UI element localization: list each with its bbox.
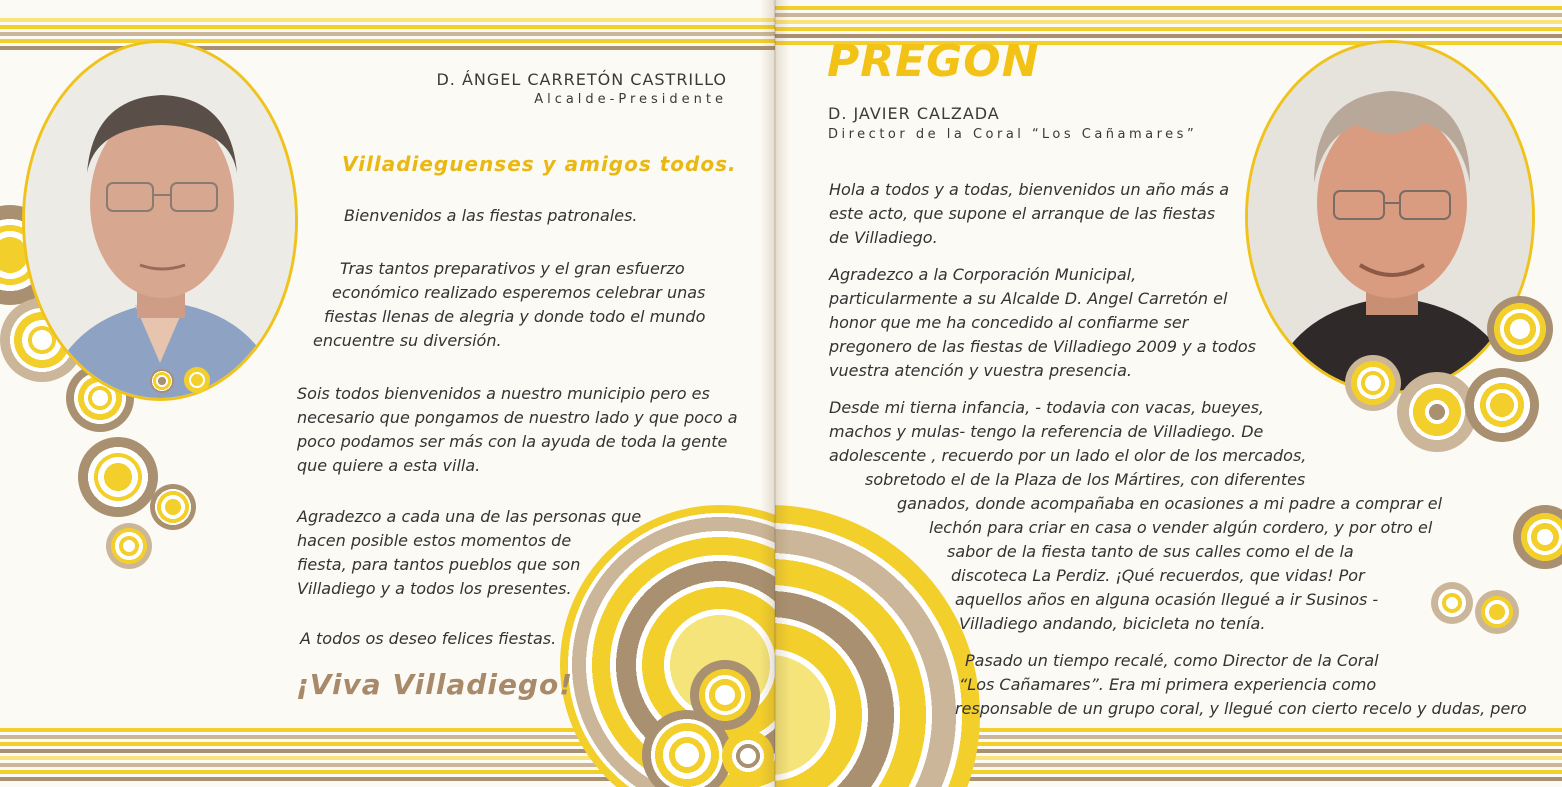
- body-line: Pasado un tiempo recalé, como Director de la Coral: [965, 651, 1379, 670]
- left-page: [0, 0, 775, 787]
- body-line: adolescente , recuerdo por un lado el olor de los mercados,: [829, 446, 1307, 465]
- author-role: Director de la Coral “Los Cañamares”: [828, 127, 1198, 142]
- body-line: Villadiego y a todos los presentes.: [297, 579, 572, 598]
- book-gutter: [760, 0, 790, 787]
- body-line: Agradezco a cada una de las personas que: [297, 507, 642, 526]
- body-line: Tras tantos preparativos y el gran esfuerzo: [340, 259, 685, 278]
- body-line: fiestas llenas de alegria y donde todo el mundo: [324, 307, 706, 326]
- body-line: económico realizado esperemos celebrar unas: [332, 283, 706, 302]
- body-line: Agradezco a la Corporación Municipal,: [829, 265, 1137, 284]
- decorative-circle: [150, 369, 174, 393]
- body-line: Villadiego andando, bicicleta no tenía.: [959, 614, 1266, 633]
- decorative-circle: [184, 367, 210, 393]
- closing-exclamation: ¡Viva Villadiego!: [296, 668, 573, 701]
- body-line: Sois todos bienvenidos a nuestro municipio pero es: [297, 384, 710, 403]
- body-line: responsable de un grupo coral, y llegué con cierto recelo y dudas, pero: [955, 699, 1527, 718]
- decorative-circle: [78, 437, 158, 517]
- body-line: poco podamos ser más con la ayuda de toda la gente: [297, 432, 728, 451]
- body-line: necesario que pongamos de nuestro lado y que poco a: [297, 408, 738, 427]
- pregon-heading: PREGON: [827, 36, 1040, 87]
- body-line: hacen posible estos momentos de: [297, 531, 572, 550]
- body-line: particularmente a su Alcalde D. Angel Carretón el: [829, 289, 1228, 308]
- author-role: Alcalde-Presidente: [534, 92, 727, 107]
- body-line: fiesta, para tantos pueblos que son: [297, 555, 581, 574]
- decorative-circle: [1475, 590, 1519, 634]
- decorative-circle: [1431, 582, 1473, 624]
- body-line: ganados, donde acompañaba en ocasiones a mi padre a comprar el: [897, 494, 1443, 513]
- body-line: encuentre su diversión.: [313, 331, 502, 350]
- body-line: que quiere a esta villa.: [297, 456, 481, 475]
- right-page: [775, 0, 1562, 787]
- decorative-circle: [1487, 296, 1553, 362]
- decorative-circle: [690, 660, 760, 730]
- body-line: “Los Cañamares”. Era mi primera experiencia como: [959, 675, 1377, 694]
- body-line: Hola a todos y a todas, bienvenidos un año más a: [829, 180, 1230, 199]
- body-line: aquellos años en alguna ocasión llegué a ir Susinos -: [955, 590, 1379, 609]
- decorative-circle: [1465, 368, 1539, 442]
- body-line: discoteca La Perdiz. ¡Qué recuerdos, que vidas! Por: [951, 566, 1365, 585]
- mayor-portrait: [22, 40, 298, 401]
- greeting-heading: Villadieguenses y amigos todos.: [342, 152, 737, 176]
- body-line: pregonero de las fiestas de Villadiego 2009 y a todos: [829, 337, 1256, 356]
- body-line: sobretodo el de la Plaza de los Mártires, con diferentes: [865, 470, 1306, 489]
- body-line: A todos os deseo felices fiestas.: [300, 629, 557, 648]
- decorative-circle: [150, 484, 196, 530]
- decorative-circle: [1345, 355, 1401, 411]
- body-line: Bienvenidos a las fiestas patronales.: [344, 206, 638, 225]
- decorative-circle: [106, 523, 152, 569]
- body-line: machos y mulas- tengo la referencia de Villadiego. De: [829, 422, 1264, 441]
- body-line: este acto, que supone el arranque de las fiestas: [829, 204, 1216, 223]
- body-line: sabor de la fiesta tanto de sus calles como el de la: [947, 542, 1354, 561]
- author-name: D. JAVIER CALZADA: [828, 104, 1000, 123]
- body-line: Desde mi tierna infancia, - todavia con vacas, bueyes,: [829, 398, 1265, 417]
- author-name: D. ÁNGEL CARRETÓN CASTRILLO: [436, 70, 727, 89]
- decorative-circle: [1513, 505, 1562, 569]
- body-line: lechón para criar en casa o vender algún cordero, y por otro el: [929, 518, 1433, 537]
- body-line: de Villadiego.: [829, 228, 938, 247]
- body-line: vuestra atención y vuestra presencia.: [829, 361, 1132, 380]
- body-line: honor que me ha concedido al confiarme ser: [829, 313, 1189, 332]
- top-stripe-band: [0, 18, 775, 53]
